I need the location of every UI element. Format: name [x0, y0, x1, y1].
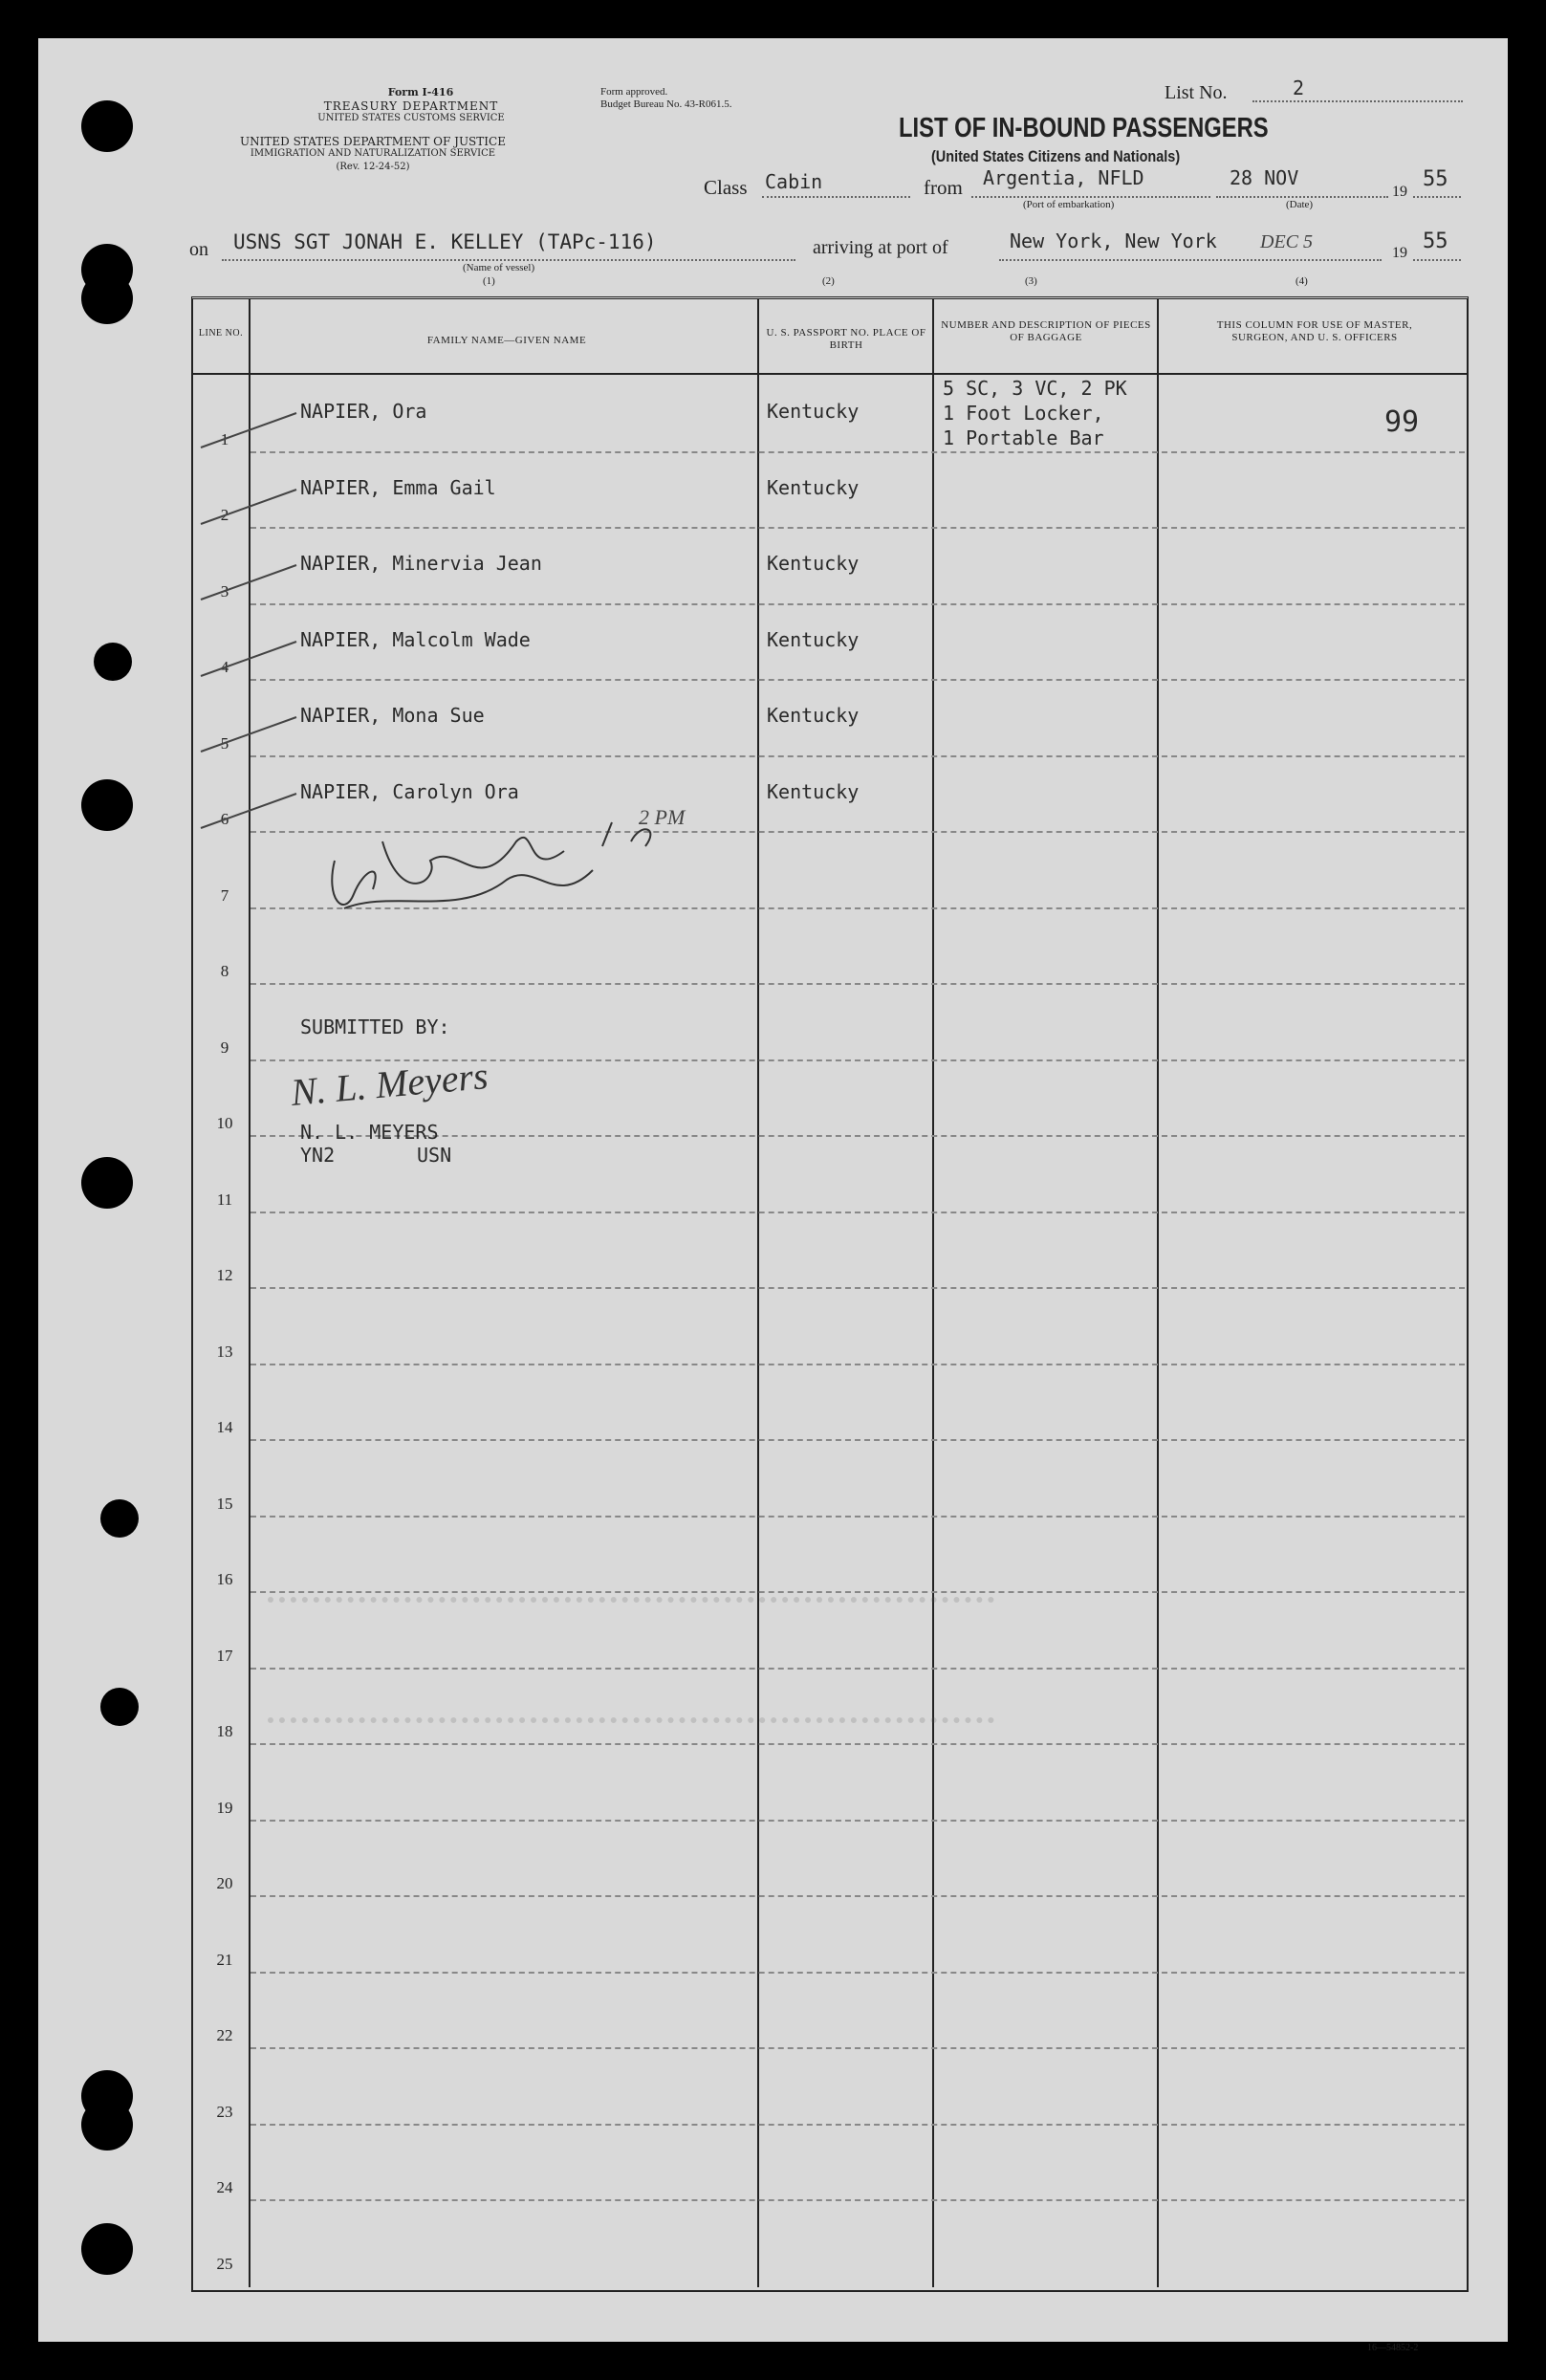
passenger-birthplace: Kentucky [767, 475, 860, 499]
col-num-2: (2) [822, 275, 835, 287]
line-number: 8 [220, 962, 229, 980]
arriving-label: arriving at port of [813, 237, 948, 258]
line-number: 9 [220, 1037, 229, 1057]
line-number: 14 [216, 1418, 233, 1436]
from-value: Argentia, NFLD [983, 166, 1144, 189]
line-number: 10 [216, 1114, 233, 1132]
arrival-port: New York, New York [1010, 229, 1217, 252]
submitter-name: N. L. MEYERS [300, 1121, 439, 1144]
col-num-4: (4) [1296, 275, 1308, 287]
stamp-note: 2 PM [639, 805, 686, 829]
line-number: 23 [216, 2102, 233, 2121]
passenger-name: NAPIER, Emma Gail [300, 475, 496, 499]
arrival-year-prefix: 19 [1392, 245, 1407, 261]
passenger-name: NAPIER, Ora [300, 400, 427, 423]
vessel-underline [222, 259, 795, 261]
vessel-caption: (Name of vessel) [463, 262, 535, 273]
line-number: 20 [216, 1874, 233, 1892]
form-number: Form I-416 [387, 86, 454, 98]
customs-service: UNITED STATES CUSTOMS SERVICE [317, 113, 505, 123]
check-stroke [191, 638, 306, 686]
table-row-divider [250, 1439, 1465, 1441]
list-no-value: 2 [1293, 76, 1305, 99]
header-passport: U. S. PASSPORT NO. PLACE OF BIRTH [766, 327, 926, 351]
class-label: Class [704, 176, 748, 199]
line-number: 18 [216, 1722, 233, 1740]
table-row-divider [250, 1895, 1465, 1897]
bleed-through-mark [268, 1597, 994, 1723]
punch-hole [81, 1157, 133, 1209]
check-stroke [191, 486, 306, 534]
ins-service: IMMIGRATION AND NATURALIZATION SERVICE [250, 148, 496, 159]
date-underline [1216, 196, 1388, 198]
budget-bureau: Budget Bureau No. 43-R061.5. [600, 98, 732, 110]
header-line-no: LINE NO. [198, 328, 244, 338]
line-number: 12 [216, 1266, 233, 1284]
table-row-divider [250, 755, 1465, 757]
punch-hole [81, 779, 133, 831]
officer-mark: 99 [1384, 405, 1420, 439]
revision: (Rev. 12-24-52) [336, 162, 410, 172]
table-row-divider [250, 527, 1465, 529]
handwritten-annotation [316, 803, 755, 937]
table-row-divider [250, 1743, 1465, 1745]
punch-hole [81, 2223, 133, 2275]
line-number: 1 [220, 429, 229, 448]
signature: N. L. Meyers [289, 1054, 490, 1114]
header-divider [191, 373, 1467, 375]
form-approved: Form approved. [600, 86, 668, 98]
page-subtitle: (United States Citizens and Nationals) [931, 147, 1181, 165]
from-underline [971, 196, 1210, 198]
on-label: on [189, 239, 208, 260]
passenger-birthplace: Kentucky [767, 400, 860, 423]
arrival-underline [999, 259, 1382, 261]
line-number: 16 [216, 1570, 233, 1588]
col-num-3: (3) [1025, 275, 1037, 287]
passenger-birthplace: Kentucky [767, 552, 860, 575]
table-row-divider [250, 1364, 1465, 1365]
check-stroke [191, 713, 306, 761]
table-row-divider [250, 1516, 1465, 1518]
passenger-name: NAPIER, Minervia Jean [300, 552, 542, 575]
table-row-divider [250, 2124, 1465, 2126]
table-row-divider [250, 1591, 1465, 1593]
vessel-name: USNS SGT JONAH E. KELLEY (TAPc-116) [233, 230, 657, 253]
table-row-divider [250, 679, 1465, 681]
passenger-name: NAPIER, Carolyn Ora [300, 779, 519, 803]
table-row-divider [250, 1820, 1465, 1822]
line-number: 13 [216, 1342, 233, 1361]
year-value: 55 [1423, 167, 1448, 191]
submitter-service: USN [417, 1144, 452, 1167]
class-underline [762, 196, 910, 198]
baggage-line: 5 SC, 3 VC, 2 PK [943, 377, 1127, 400]
punch-hole [100, 1688, 139, 1726]
punch-hole [81, 273, 133, 324]
footer-code: 16—54852-2 [1367, 2343, 1419, 2353]
col-num-1: (1) [483, 275, 495, 287]
date-caption: (Date) [1286, 199, 1314, 210]
baggage-line: 1 Portable Bar [943, 426, 1104, 449]
port-caption: (Port of embarkation) [1023, 199, 1115, 210]
table-row-divider [250, 451, 1465, 453]
line-number: 17 [216, 1646, 233, 1665]
punch-hole [81, 100, 133, 152]
arrival-date-handwritten: DEC 5 [1260, 231, 1313, 252]
punch-hole [100, 1499, 139, 1538]
passenger-name: NAPIER, Mona Sue [300, 704, 485, 727]
date-value: 28 NOV [1230, 166, 1299, 189]
from-label: from [924, 176, 963, 199]
list-no-underline [1252, 100, 1463, 102]
line-number: 21 [216, 1950, 233, 1969]
punch-hole [81, 2099, 133, 2151]
line-number: 15 [216, 1494, 233, 1513]
line-number: 2 [220, 506, 229, 524]
baggage-line: 1 Foot Locker, [943, 402, 1104, 425]
passenger-birthplace: Kentucky [767, 704, 860, 727]
line-number: 24 [216, 2178, 233, 2196]
punch-hole [94, 643, 132, 681]
arrival-year-underline [1413, 259, 1461, 261]
header-name: FAMILY NAME—GIVEN NAME [426, 335, 587, 346]
header-baggage: NUMBER AND DESCRIPTION OF PIECES OF BAGGAGE [941, 319, 1151, 343]
line-number: 4 [220, 658, 229, 676]
page-title: LIST OF IN-BOUND PASSENGERS [899, 113, 1269, 143]
table-row-divider [250, 2199, 1465, 2201]
line-number: 7 [220, 885, 229, 905]
table-row-divider [250, 2047, 1465, 2049]
col-divider [1157, 298, 1159, 2287]
line-number: 11 [216, 1190, 233, 1209]
header-officers: THIS COLUMN FOR USE OF MASTER, SURGEON, AND U. S. OFFICERS [1216, 319, 1413, 343]
line-number: 25 [216, 2254, 233, 2273]
table-row-divider [250, 983, 1465, 985]
line-number: 6 [220, 810, 229, 828]
line-number: 22 [216, 2026, 233, 2044]
check-stroke [191, 561, 306, 609]
treasury-dept: TREASURY DEPARTMENT [323, 99, 499, 113]
arrival-year: 55 [1423, 229, 1448, 253]
check-stroke [191, 409, 306, 457]
year-prefix: 19 [1392, 184, 1407, 200]
class-value: Cabin [765, 170, 823, 193]
submitted-by-label: SUBMITTED BY: [300, 1015, 450, 1038]
list-no-label: List No. [1165, 82, 1228, 103]
table-row-divider [250, 603, 1465, 605]
table-row-divider [250, 1212, 1465, 1213]
passenger-birthplace: Kentucky [767, 779, 860, 803]
passenger-table [191, 296, 1469, 2292]
passenger-birthplace: Kentucky [767, 627, 860, 651]
col-divider [932, 298, 934, 2287]
passenger-name: NAPIER, Malcolm Wade [300, 627, 531, 651]
table-row-divider [250, 1287, 1465, 1289]
justice-dept: UNITED STATES DEPARTMENT OF JUSTICE [240, 135, 506, 148]
submitter-rank: YN2 [300, 1144, 336, 1167]
year-underline [1413, 196, 1461, 198]
line-number: 3 [220, 581, 229, 600]
col-divider [757, 298, 759, 2287]
table-row-divider [250, 1972, 1465, 1974]
line-number: 19 [216, 1798, 233, 1817]
check-stroke [191, 790, 306, 838]
line-number: 5 [220, 733, 229, 753]
